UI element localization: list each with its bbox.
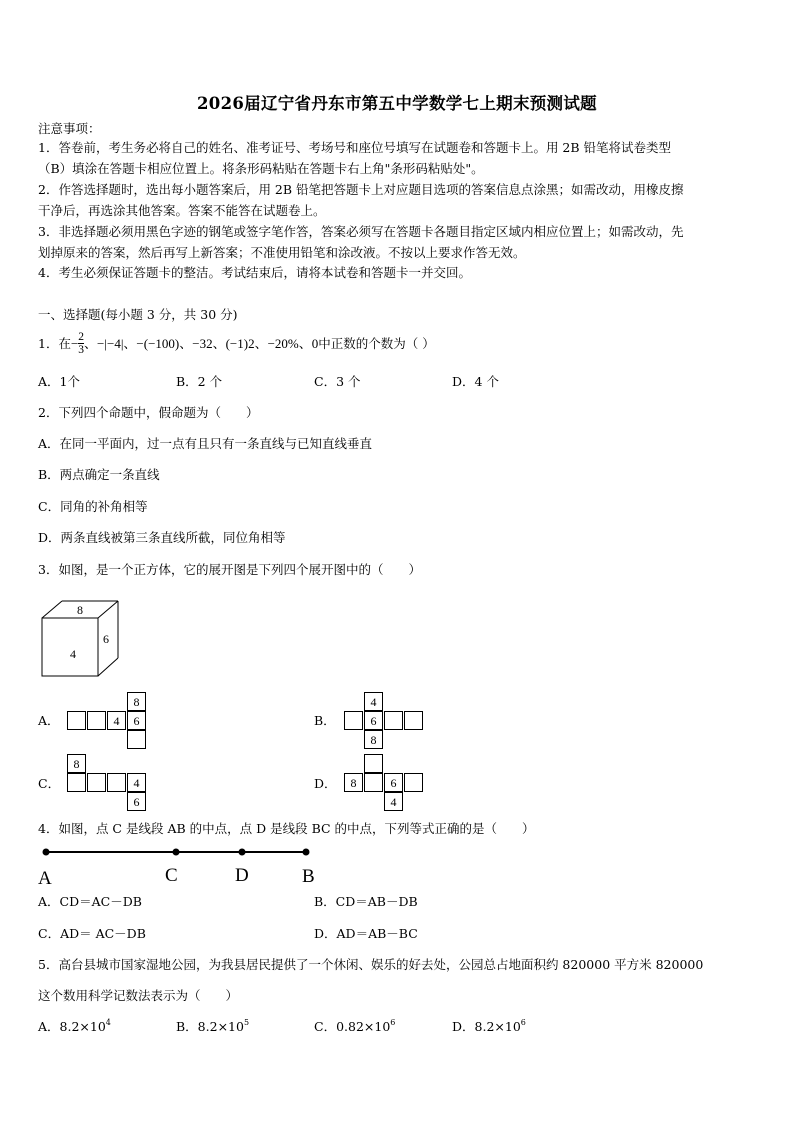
q2-option-a[interactable]: A．在同一平面内，过一点有且只有一条直线与已知直线垂直 — [38, 436, 373, 451]
net-cell: 8 — [364, 730, 383, 749]
q4-option-d[interactable]: D．AD＝AB－BC — [314, 926, 418, 941]
q5-option-b[interactable] — [176, 1019, 249, 1035]
q2-option-d[interactable]: D．两条直线被第三条直线所截，同位角相等 — [38, 530, 286, 545]
q5-option-b-text: B．8.2×10 — [176, 1019, 244, 1034]
net-cell — [384, 711, 403, 730]
net-cell: 4 — [107, 711, 126, 730]
question-3-stem: 3．如图，是一个正方体，它的展开图是下列四个展开图中的（ ） — [38, 562, 421, 577]
q3-option-b-net[interactable] — [344, 692, 424, 752]
net-cell — [107, 773, 126, 792]
q3-option-a-net[interactable] — [67, 692, 147, 752]
net-cell — [67, 773, 86, 792]
q2-option-c[interactable]: C．同角的补角相等 — [38, 499, 148, 514]
net-cell: 6 — [364, 711, 383, 730]
notice-line: 2．作答选择题时，选出每小题答案后，用 2B 铅笔把答题卡上对应题目选项的答案信息点涂黑；如需改动，用橡皮擦 — [38, 182, 684, 197]
cube-front-face-label: 4 — [70, 647, 76, 661]
q5-option-c-text: C．0.82×10 — [314, 1019, 391, 1034]
q1-expr-2: 、(−1) — [212, 335, 249, 351]
q4-option-a[interactable]: A．CD＝AC－DB — [38, 894, 142, 909]
net-cell — [67, 711, 86, 730]
q2-option-b[interactable]: B．两点确定一条直线 — [38, 467, 160, 482]
cube-right-face-label: 6 — [103, 632, 109, 646]
point-d — [239, 849, 246, 856]
question-1-stem: 1．在 − $\frac{2}{3}$ 、−|−4|、−(−100)、−3 2 、(−1) 2 、−20%、0 中正数的个数为（ ） — [38, 331, 435, 356]
point-b — [303, 849, 310, 856]
q3-option-d-label[interactable]: D． — [314, 776, 337, 791]
point-label-d: D — [235, 865, 249, 886]
q5-option-d[interactable] — [452, 1019, 526, 1035]
net-cell: 4 — [127, 773, 146, 792]
question-5-stem-line-2: 这个数用科学记数法表示为（ ） — [38, 988, 239, 1003]
net-cell — [364, 773, 383, 792]
q4-option-b[interactable]: B．CD＝AB－DB — [314, 894, 418, 909]
net-cell: 6 — [127, 711, 146, 730]
point-a — [43, 849, 50, 856]
question-2-stem: 2．下列四个命题中，假命题为（ ） — [38, 405, 259, 420]
net-cell: 4 — [384, 792, 403, 811]
net-cell — [127, 730, 146, 749]
q3-option-c-net[interactable] — [67, 754, 147, 814]
q5-option-d-text: D．8.2×10 — [452, 1019, 521, 1034]
notice-heading: 注意事项： — [38, 121, 101, 136]
q1-option-c[interactable]: C．3 个 — [314, 374, 361, 389]
q5-option-d-exp: 6 — [520, 1018, 526, 1027]
point-label-a: A — [38, 868, 52, 889]
notice-line: （B）填涂在答题卡相应位置上。将条形码粘贴在答题卡右上角"条形码粘贴处"。 — [38, 161, 484, 176]
q1-expr-3: 、−20%、0 — [254, 335, 319, 351]
page-title: 2026届辽宁省丹东市第五中学数学七上期末预测试题 — [197, 94, 597, 113]
question-4-stem: 4．如图，点 C 是线段 AB 的中点，点 D 是线段 BC 的中点，下列等式正确的是（ ） — [38, 821, 535, 836]
notice-line: 划掉原来的答案，然后再写上新答案；不准使用铅笔和涂改液。不按以上要求作答无效。 — [38, 245, 526, 260]
q1-minus: − — [70, 335, 79, 351]
net-cell — [404, 711, 423, 730]
q5-option-a[interactable] — [38, 1019, 111, 1035]
notice-line: 干净后，再选涂其他答案。答案不能答在试题卷上。 — [38, 203, 326, 218]
point-label-b: B — [302, 866, 315, 887]
q3-option-c-label[interactable]: C． — [38, 776, 61, 791]
q1-fraction-num: 2 — [78, 331, 85, 343]
q5-option-b-exp: 5 — [243, 1018, 250, 1027]
point-label-c: C — [165, 865, 178, 886]
q1-prefix: 1．在 — [38, 335, 71, 351]
q1-option-d[interactable]: D．4 个 — [452, 374, 499, 389]
net-cell: 8 — [127, 692, 146, 711]
q1-option-a[interactable]: A．1个 — [38, 374, 80, 389]
q3-option-a-label[interactable]: A． — [38, 713, 60, 728]
cube-top-face-label: 8 — [77, 603, 83, 617]
net-cell — [404, 773, 423, 792]
net-cell: 6 — [127, 792, 146, 811]
q5-option-a-exp: 4 — [105, 1018, 111, 1027]
line-segment-figure — [36, 842, 326, 892]
notice-line: 1．答卷前，考生务必将自己的姓名、准考证号、考场号和座位号填写在试题卷和答题卡上。用 2B 铅笔将试卷类型 — [38, 140, 672, 155]
section-heading: 一、选择题(每小题 3 分，共 30 分) — [38, 307, 238, 322]
q1-expr-1: 、−|−4|、−(−100)、−3 — [84, 335, 207, 351]
net-cell: 8 — [67, 754, 86, 773]
question-5-stem-line-1: 5．高台县城市国家湿地公园，为我县居民提供了一个休闲、娱乐的好去处，公园总占地面积约 820000 平方米 820000 — [38, 957, 704, 972]
net-cell: 6 — [384, 773, 403, 792]
net-cell — [87, 773, 106, 792]
point-c — [173, 849, 180, 856]
net-cell — [87, 711, 106, 730]
q1-suffix: 中正数的个数为（ ） — [318, 335, 435, 351]
q3-option-d-net[interactable] — [344, 754, 424, 814]
net-cell — [344, 711, 363, 730]
q1-option-b[interactable]: B．2 个 — [176, 374, 223, 389]
q4-option-c[interactable]: C．AD＝ AC－DB — [38, 926, 146, 941]
q5-option-c[interactable] — [314, 1019, 395, 1035]
q5-option-c-exp: 6 — [390, 1018, 396, 1027]
net-cell — [364, 754, 383, 773]
net-cell: 4 — [364, 692, 383, 711]
q3-option-b-label[interactable]: B． — [314, 713, 336, 728]
q1-fraction-den: 3 — [78, 344, 85, 356]
notice-line: 3．非选择题必须用黑色字迹的钢笔或签字笔作答，答案必须写在答题卡各题目指定区域内相应位置上；如需改动，先 — [38, 224, 684, 239]
q5-option-a-text: A．8.2×10 — [38, 1019, 106, 1034]
notice-line: 4．考生必须保证答题卡的整洁。考试结束后，请将本试卷和答题卡一并交回。 — [38, 265, 471, 280]
cube-figure — [40, 598, 130, 680]
net-cell: 8 — [344, 773, 363, 792]
